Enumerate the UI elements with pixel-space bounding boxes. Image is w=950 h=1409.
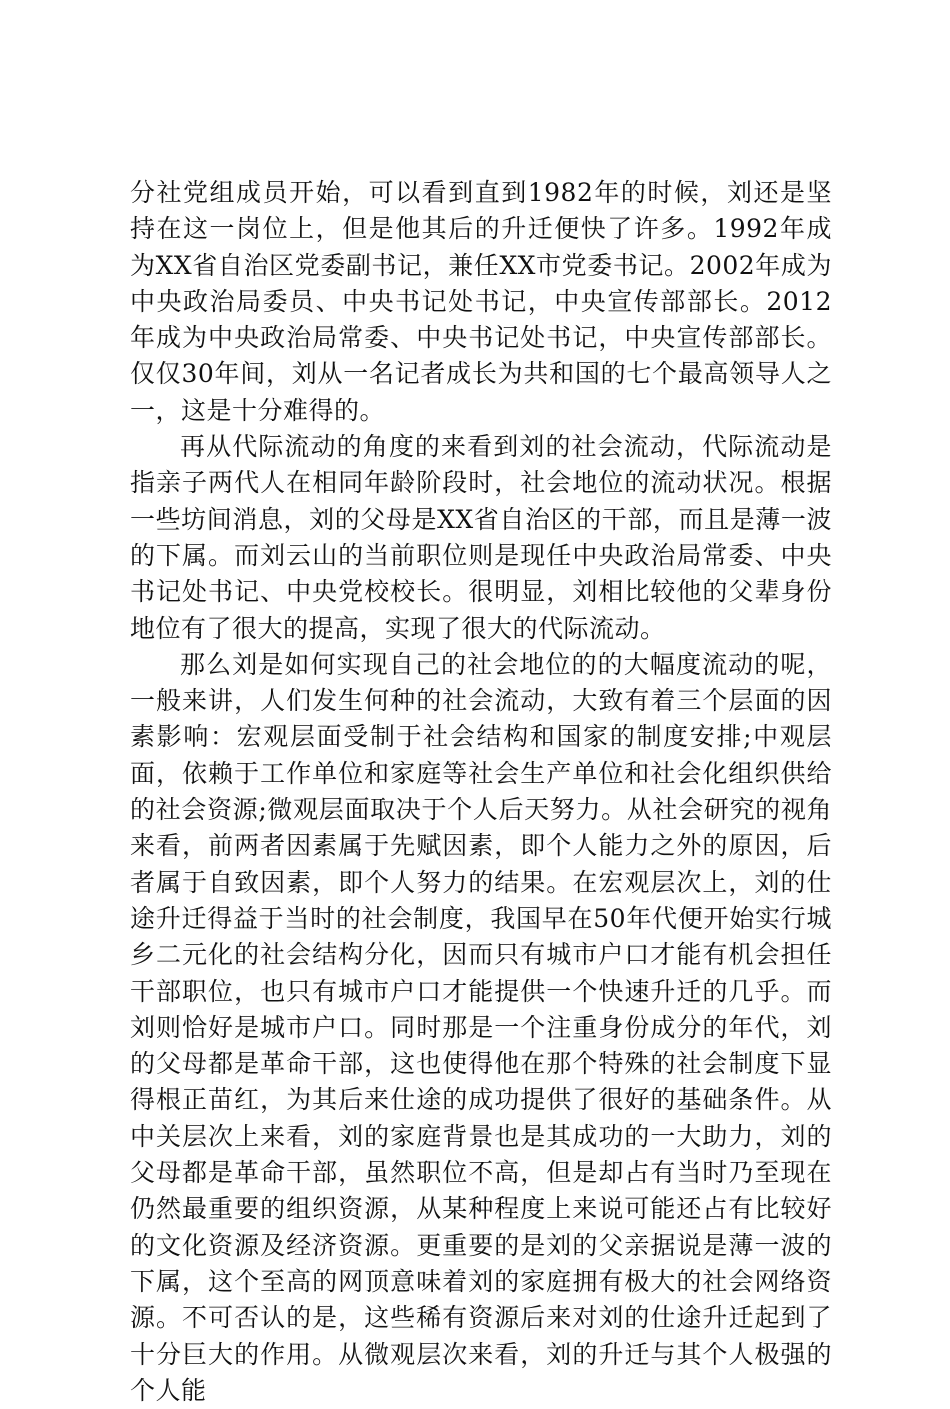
paragraph-2: 再从代际流动的角度的来看到刘的社会流动，代际流动是指亲子两代人在相同年龄阶段时，社会地位的流动状况。根据一些坊间消息，刘的父母是XX省自治区的干部，而且是薄一波的下属。而刘云山的当前职位则是现任中央政治局常委、中央书记处书记、中央党校校长。很明显，刘相比较他的父辈身份地位有了很大的提高，实现了很大的代际流动。	[130, 432, 832, 643]
paragraph-1: 分社党组成员开始，可以看到直到1982年的时候，刘还是坚持在这一岗位上，但是他其后的升迁便快了许多。1992年成为XX省自治区党委副书记，兼任XX市党委书记。2002年成为中央政治局委员、中央书记处书记，中央宣传部部长。2012年成为中央政治局常委、中央书记处书记，中央宣传部部长。仅仅30年间，刘从一名记者成长为共和国的七个最高领导人之一，这是十分难得的。	[130, 178, 832, 425]
document-body	[130, 175, 832, 1409]
paragraph-3: 那么刘是如何实现自己的社会地位的的大幅度流动的呢，一般来讲，人们发生何种的社会流动，大致有着三个层面的因素影响：宏观层面受制于社会结构和国家的制度安排;中观层面，依赖于工作单位和家庭等社会生产单位和社会化组织供给的社会资源;微观层面取决于个人后天努力。从社会研究的视角来看，前两者因素属于先赋因素，即个人能力之外的原因，后者属于自致因素，即个人努力的结果。在宏观层次上，刘的仕途升迁得益于当时的社会制度，我国早在50年代便开始实行城乡二元化的社会结构分化，因而只有城市户口才能有机会担任干部职位，也只有城市户口才能提供一个快速升迁的几乎。而刘则恰好是城市户口。同时那是一个注重身份成分的年代，刘的父母都是革命干部，这也使得他在那个特殊的社会制度下显得根正苗红，为其后来仕途的成功提供了很好的基础条件。从中关层次上来看，刘的家庭背景也是其成功的一大助力，刘的父母都是革命干部，虽然职位不高，但是却占有当时乃至现在仍然最重要的组织资源，从某种程度上来说可能还占有比较好的文化资源及经济资源。更重要的是刘的父亲据说是薄一波的下属，这个至高的网顶意味着刘的家庭拥有极大的社会网络资源。不可否认的是，这些稀有资源后来对刘的仕途升迁起到了十分巨大的作用。从微观层次来看，刘的升迁与其个人极强的个人能	[130, 649, 832, 1405]
